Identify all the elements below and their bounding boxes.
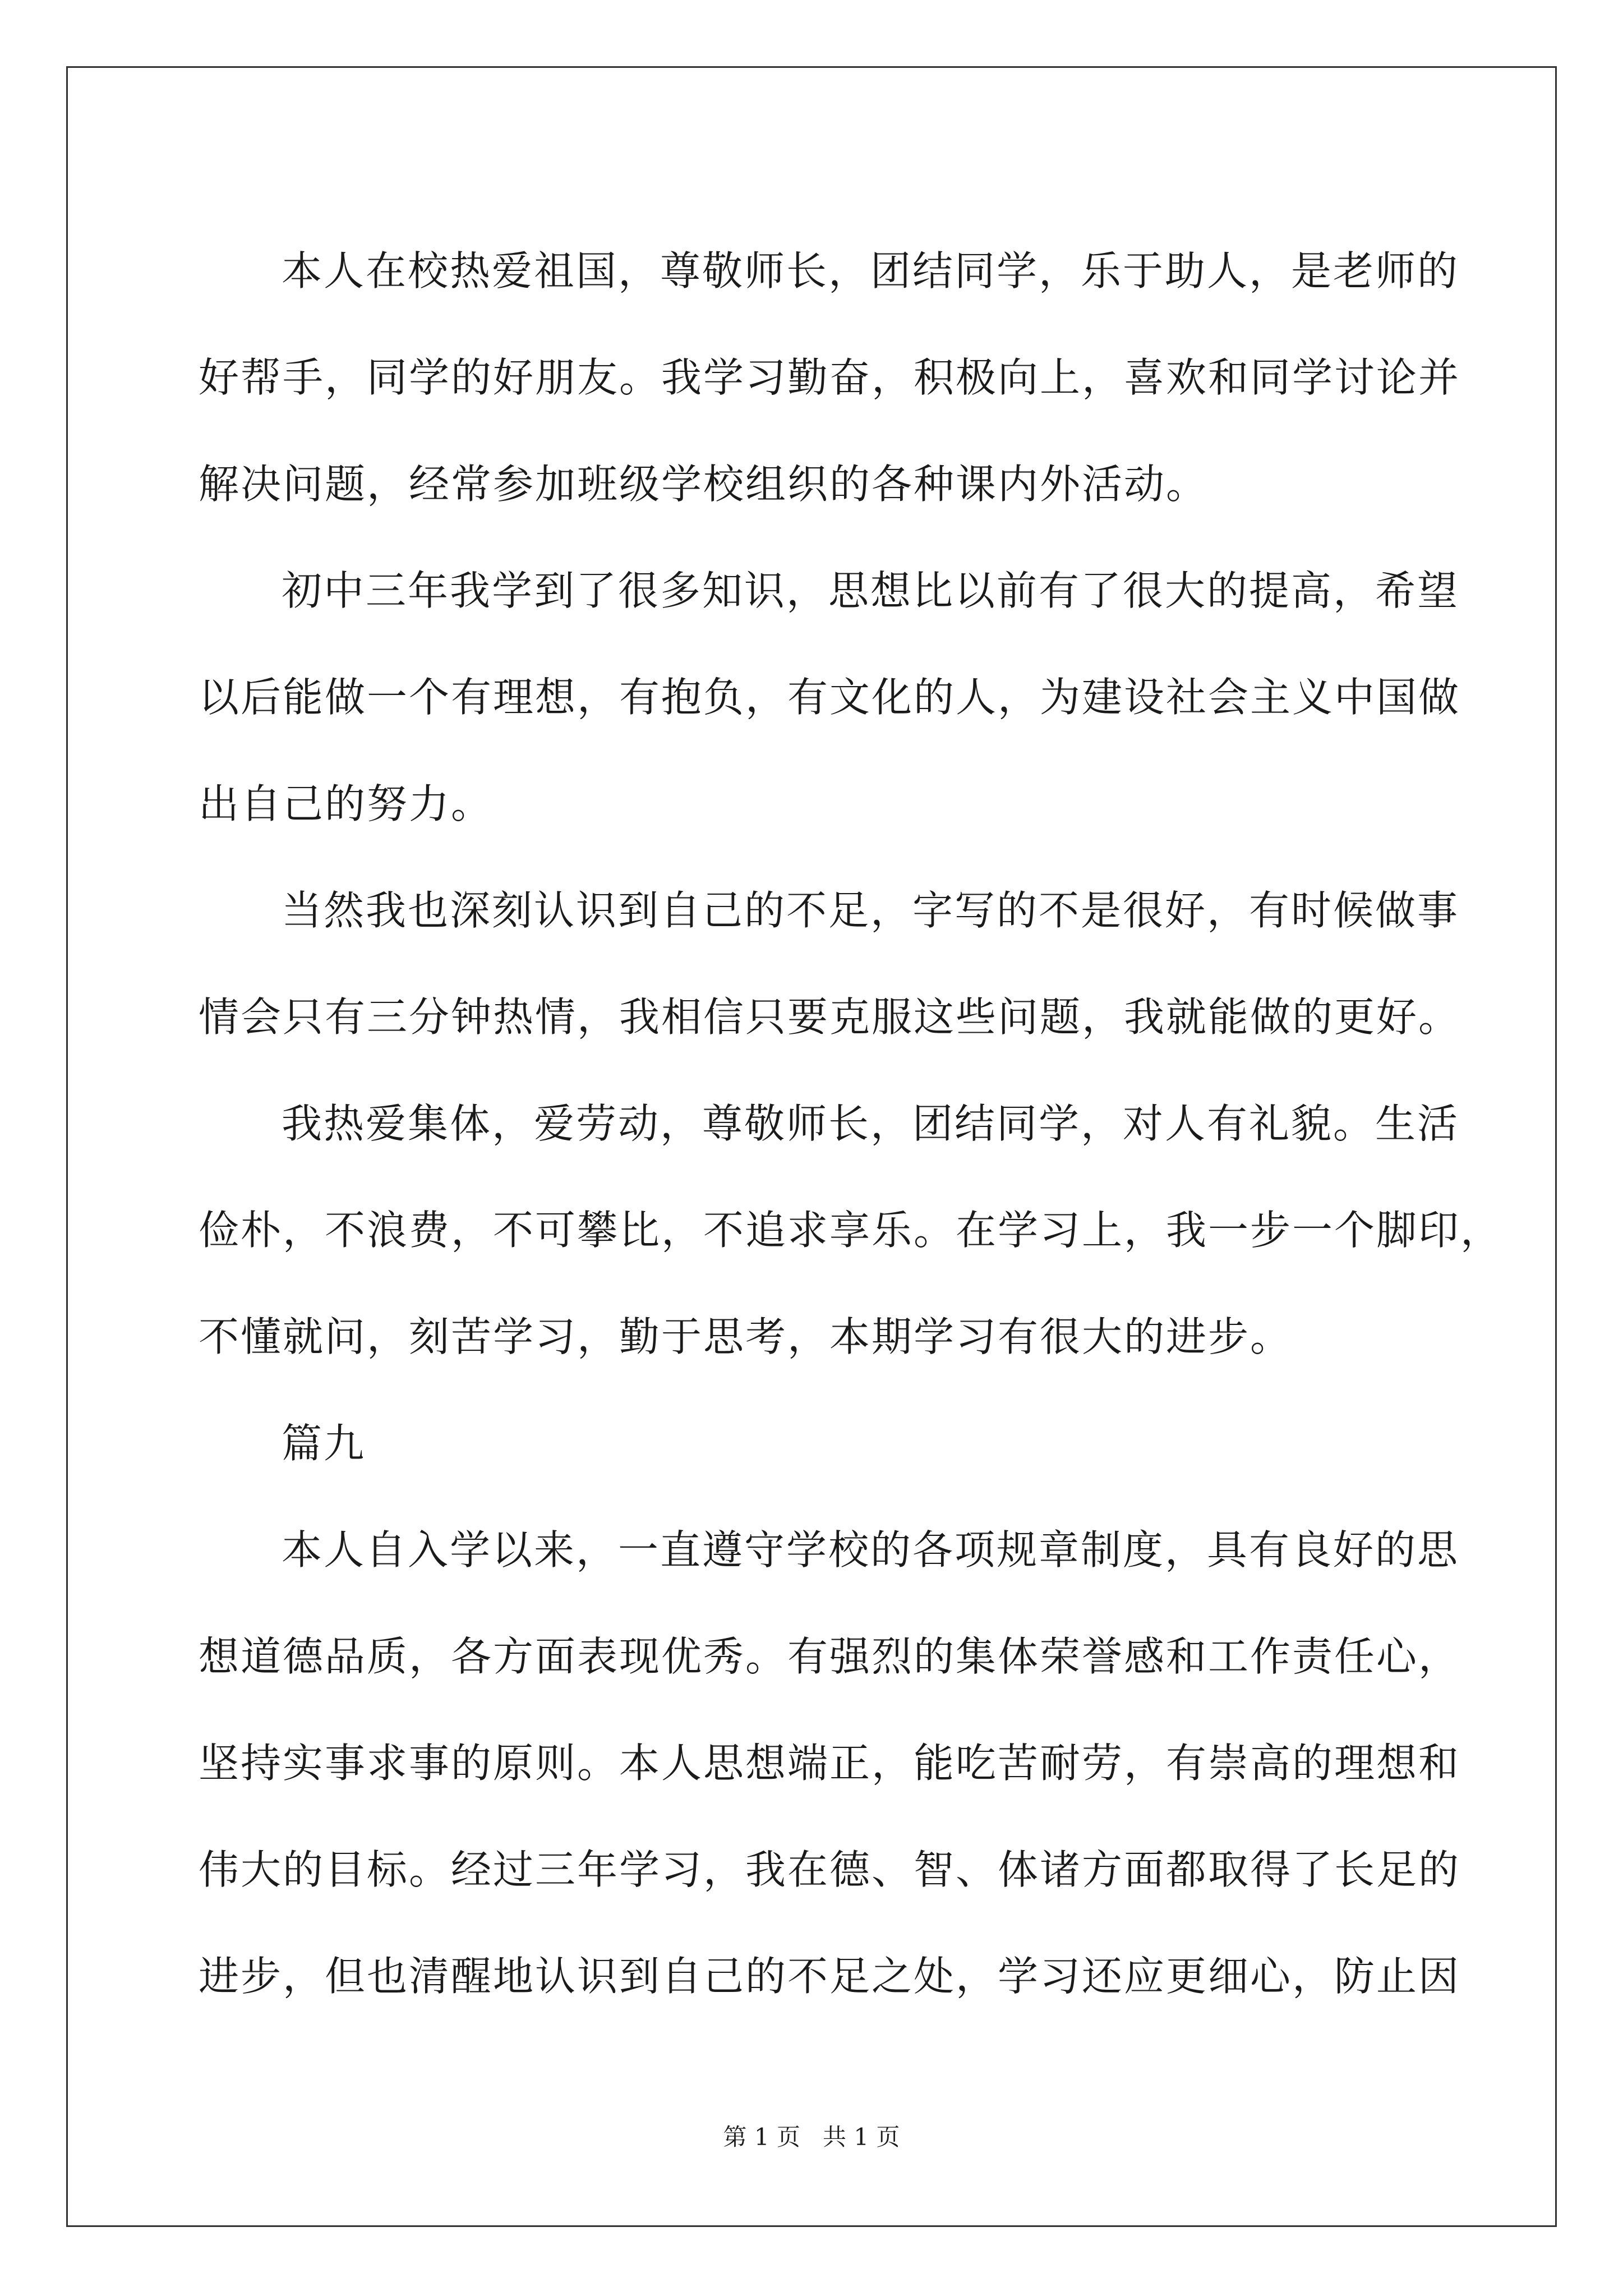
- paragraph-line: 本人自入学以来，一直遵守学校的各项规章制度，具有良好的思: [282, 1526, 1460, 1573]
- paragraph-line: 以后能做一个有理想，有抱负，有文化的人，为建设社会主义中国做: [199, 674, 1461, 721]
- paragraph-line: 想道德品质，各方面表现优秀。有强烈的集体荣誉感和工作责任心，: [199, 1633, 1461, 1680]
- paragraph-line: 我热爱集体，爱劳动，尊敬师长，团结同学，对人有礼貌。生活: [282, 1100, 1460, 1147]
- paragraph-line: 初中三年我学到了很多知识，思想比以前有了很大的提高，希望: [282, 567, 1460, 614]
- paragraph-line: 进步，但也清醒地认识到自己的不足之处，学习还应更细心，防止因: [199, 1953, 1461, 2000]
- page-footer: [0, 2120, 1623, 2154]
- section-heading: 篇九: [282, 1420, 366, 1467]
- paragraph-line: 出自己的努力。: [199, 780, 494, 827]
- paragraph-line: 坚持实事求事的原则。本人思想端正，能吃苦耐劳，有崇高的理想和: [199, 1740, 1461, 1787]
- paragraph-line: 不懂就问，刻苦学习，勤于思考，本期学习有很大的进步。: [199, 1313, 1293, 1360]
- paragraph-line: 本人在校热爱祖国，尊敬师长，团结同学，乐于助人，是老师的: [282, 247, 1460, 295]
- page-number: 第 1 页: [723, 2123, 800, 2151]
- paragraph-line: 当然我也深刻认识到自己的不足，字写的不是很好，有时候做事: [282, 887, 1460, 934]
- page-total: 共 1 页: [823, 2123, 900, 2151]
- paragraph-line: 好帮手，同学的好朋友。我学习勤奋，积极向上，喜欢和同学讨论并: [199, 354, 1461, 401]
- paragraph-line: 情会只有三分钟热情，我相信只要克服这些问题，我就能做的更好。: [199, 993, 1461, 1041]
- paragraph-line: 解决问题，经常参加班级学校组织的各种课内外活动。: [199, 461, 1209, 508]
- paragraph-line: 俭朴，不浪费，不可攀比，不追求享乐。在学习上，我一步一个脚印，: [199, 1207, 1503, 1254]
- document-body: [199, 218, 1503, 2030]
- paragraph-line: 伟大的目标。经过三年学习，我在德、智、体诸方面都取得了长足的: [199, 1846, 1461, 1893]
